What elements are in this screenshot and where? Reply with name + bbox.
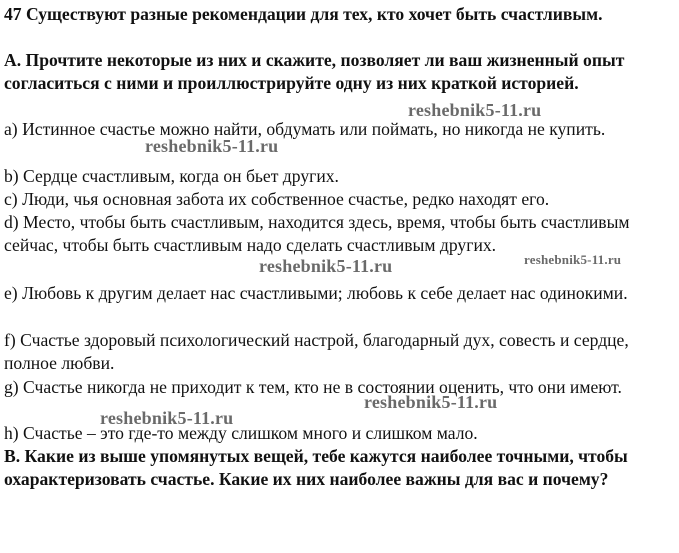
item-h: h) Счастье – это где-то между слишком много и слишком мало. xyxy=(4,423,478,443)
task-b-text: В. Какие из выше упомянутых вещей, тебе кажутся наиболее точными, чтобы охарактеризовать счастье. Какие их них наиболее важны для вас и почему? xyxy=(4,446,628,490)
item-e: e) Любовь к другим делает нас счастливыми; любовь к себе делает нас одинокими. xyxy=(4,283,628,303)
item-g: g) Счастье никогда не приходит к тем, кто не в состоянии оценить, что они имеют. xyxy=(4,377,622,397)
watermark: reshebnik5-11.ru xyxy=(364,392,498,412)
item-b: b) Сердце счастливым, когда он бьет других. xyxy=(4,166,339,186)
item-f: f) Счастье здоровый психологический настрой, благодарный дух, совесть и сердце, полное любви. xyxy=(4,330,629,374)
item-c: c) Люди, чья основная забота их собственное счастье, редко находят его. xyxy=(4,189,550,209)
watermark: reshebnik5-11.ru xyxy=(408,100,542,120)
watermark: reshebnik5-11.ru xyxy=(145,136,279,156)
item-d: d) Место, чтобы быть счастливым, находится здесь, время, чтобы быть счастливым сейчас, чтобы быть счастливым надо сделать счастливым других. xyxy=(4,212,630,256)
exercise-heading: 47 Существуют разные рекомендации для тех, кто хочет быть счастливым. xyxy=(4,4,603,24)
watermark: reshebnik5-11.ru xyxy=(100,408,234,428)
item-a: a) Истинное счастье можно найти, обдумать или поймать, но никогда не купить. xyxy=(4,119,606,139)
task-a-text: А. Прочтите некоторые из них и скажите, позволяет ли ваш жизненный опыт согласиться с ними и проиллюстрируйте одну из них краткой историей. xyxy=(4,50,625,94)
watermark: reshebnik5-11.ru xyxy=(259,256,393,276)
watermark: reshebnik5-11.ru xyxy=(524,252,622,267)
